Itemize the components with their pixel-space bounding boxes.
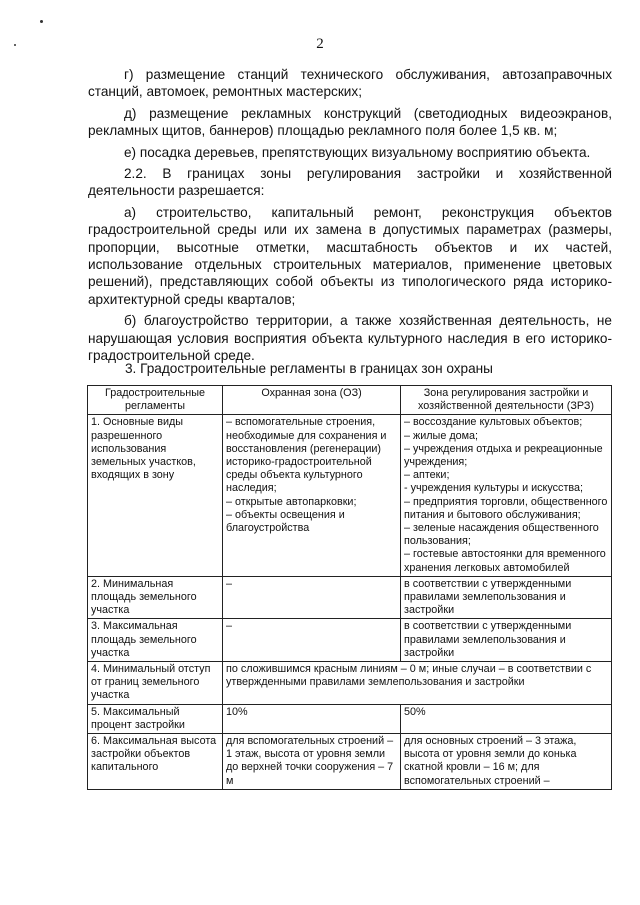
list-item: – учреждения отдыха и рекреационные учреждения; — [404, 442, 603, 469]
table-row — [88, 576, 612, 619]
scan-speck — [14, 44, 16, 46]
document-body — [88, 66, 612, 369]
paragraph-2-2: 2.2. В границах зоны регулирования застройки и хозяйственной деятельности разрешается: — [88, 166, 612, 199]
list-item: – жилые дома; — [404, 429, 479, 442]
paragraph-g: г) размещение станций технического обслуживания, автозаправочных станций, автомоек, ремонтных мастерских; — [88, 67, 612, 100]
table-row — [88, 704, 612, 733]
zrz-value: в соответствии с утвержденными правилами землепользования и застройки — [401, 576, 612, 619]
list-item: – зеленые насаждения общественного пользования; — [404, 522, 599, 548]
table-row — [88, 619, 612, 662]
header-zrz: Зона регулирования застройки и хозяйственной деятельности (ЗРЗ) — [401, 386, 612, 415]
row-label: 5. Максимальный процент застройки — [88, 704, 223, 733]
list-item: – открытые автопарковки; — [226, 495, 357, 508]
paragraph-b: б) благоустройство территории, а также хозяйственная деятельность, не нарушающая условия восприятия объекта культурного наследия в его историко-градостроительной среде. — [88, 313, 612, 364]
oz-value: 10% — [223, 704, 401, 733]
oz-use-list — [223, 415, 401, 576]
row-label: 4. Минимальный отступ от границ земельного участка — [88, 662, 223, 705]
table-title: 3. Градостроительные регламенты в границах зон охраны — [125, 361, 493, 376]
table-row — [88, 662, 612, 705]
paragraph-d: д) размещение рекламных конструкций (светодиодных видеоэкранов, рекламных щитов, баннеров) площадью рекламного поля более 1,5 кв. м; — [88, 105, 612, 139]
zrz-value: 50% — [401, 704, 612, 733]
paragraph-a: а) строительство, капитальный ремонт, реконструкция объектов градостроительной среды или их замена в допустимых параметрах (размеры, пропорции, высотные отметки, масштабность объектов и их частей, использование отдельных строительных материалов, применение цветовых решений), представляющих собой объекты из типологического ряда историко-архитектурной среды кварталов; — [88, 204, 612, 307]
paragraph-e: е) посадка деревьев, препятствующих визуальному восприятию объекта. — [124, 144, 591, 160]
table-row — [88, 734, 612, 790]
table-row — [88, 415, 612, 576]
scan-speck — [40, 20, 43, 23]
oz-value: – — [223, 576, 401, 619]
list-item: – вспомогательные строения, необходимые для сохранения и восстановления (регенерации) историко-градостроительной среды объекта культурного наследия; — [226, 416, 387, 495]
merged-value: по сложившимся красным линиям – 0 м; иные случаи – в соответствии с утвержденными правилами землепользования и застройки — [223, 662, 612, 705]
header-regulations: Градостроительные регламенты — [88, 386, 223, 415]
zrz-value: для основных строений – 3 этажа, высота от уровня земли до конька скатной кровли – 16 м; для вспомогательных строений – — [401, 734, 612, 790]
list-item: – гостевые автостоянки для временного хранения легковых автомобилей — [404, 548, 606, 574]
list-item: – объекты освещения и благоустройства — [226, 508, 345, 535]
regulations-table — [87, 385, 612, 790]
zrz-use-list — [401, 415, 612, 576]
oz-value: для вспомогательных строений – 1 этаж, высота от уровня земли до верхней точки сооружения – 7 м — [223, 734, 401, 790]
row-label: 6. Максимальная высота застройки объектов капитального — [88, 734, 223, 790]
row-label: 2. Минимальная площадь земельного участка — [88, 576, 223, 619]
header-oz: Охранная зона (ОЗ) — [223, 386, 401, 415]
row-label: 1. Основные виды разрешенного использования земельных участков, входящих в зону — [88, 415, 223, 576]
table-header-row — [88, 386, 612, 415]
list-item: - учреждения культуры и искусства; — [404, 482, 584, 495]
zrz-value: в соответствии с утвержденными правилами землепользования и застройки — [401, 619, 612, 662]
list-item: – аптеки; — [404, 469, 450, 482]
row-label: 3. Максимальная площадь земельного участка — [88, 619, 223, 662]
oz-value: – — [223, 619, 401, 662]
page-number: 2 — [316, 36, 324, 52]
list-item: – предприятия торговли, общественного питания и бытового обслуживания; — [404, 495, 608, 521]
list-item: – воссоздание культовых объектов; — [404, 416, 583, 429]
